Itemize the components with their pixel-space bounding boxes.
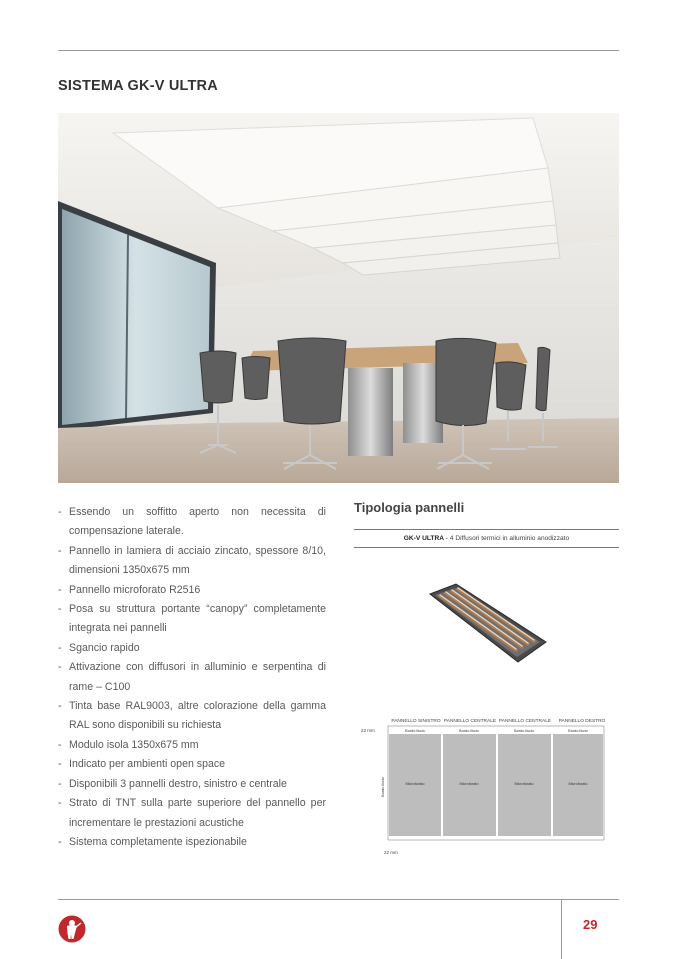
list-item: - Sistema completamente ispezionabile [58,833,326,852]
list-item: - Modulo isola 1350x675 mm [58,736,326,755]
schema-edge-1: Bordo liscio [405,729,425,733]
schema-label-4: PANNELLO DESTRO [558,719,606,724]
schema-edge-4: Bordo liscio [568,729,588,733]
page-title: SISTEMA GK-V ULTRA [58,78,218,94]
list-item: - Indicato per ambienti open space [58,755,326,774]
footer-rule [58,899,619,900]
list-item: - Sgancio rapido [58,639,326,658]
top-rule [58,50,619,51]
firefighter-logo-icon [58,915,86,943]
schema-edge-2: Bordo liscio [459,729,479,733]
page-number: 29 [583,917,598,932]
panel-3d-render [428,582,548,664]
panel-caption [354,529,619,548]
list-item: - Tinta base RAL9003, altre colorazione della gamma RAL sono disponibili su richiesta [58,697,326,736]
list-item: - Strato di TNT sulla parte superiore del pannello per incrementare le prestazioni acustiche [58,794,326,833]
schema-label-3: PANNELLO CENTRALE [498,719,552,724]
feature-list [58,503,326,852]
list-item: - Pannello in lamiera di acciaio zincato, spessore 8/10, dimensioni 1350x675 mm [58,542,326,581]
list-item: - Posa su struttura portante “canopy” completamente integrata nei pannelli [58,600,326,639]
list-item: - Disponibili 3 pannelli destro, sinistro e centrale [58,775,326,794]
panel-caption-text: - 4 Diffusori termici in alluminio anodizzato [443,535,570,542]
schema-body-4: Microforato [568,782,588,786]
schema-dim-top: 22 mm [361,728,375,733]
schema-body-3: Microforato [514,782,534,786]
schema-body-1: Microforato [405,782,425,786]
schema-body-2: Microforato [459,782,479,786]
schema-dim-bottom: 22 mm [384,850,398,855]
schema-edge-3: Bordo liscio [514,729,534,733]
schema-label-1: PANNELLO SINISTRO [391,719,441,724]
panel-types-heading: Tipologia pannelli [354,500,465,515]
list-item: - Attivazione con diffusori in alluminio e serpentina di rame – C100 [58,658,326,697]
list-item: - Pannello microforato R2516 [58,581,326,600]
panel-model: GK-V ULTRA [403,535,444,542]
panel-schema [360,712,620,860]
footer-divider [561,899,562,959]
list-item: - Essendo un soffitto aperto non necessita di compensazione laterale. [58,503,326,542]
conference-room-photo [58,113,619,483]
schema-label-2: PANNELLO CENTRALE [443,719,497,724]
schema-side-label: Bordo liscio [381,777,385,797]
